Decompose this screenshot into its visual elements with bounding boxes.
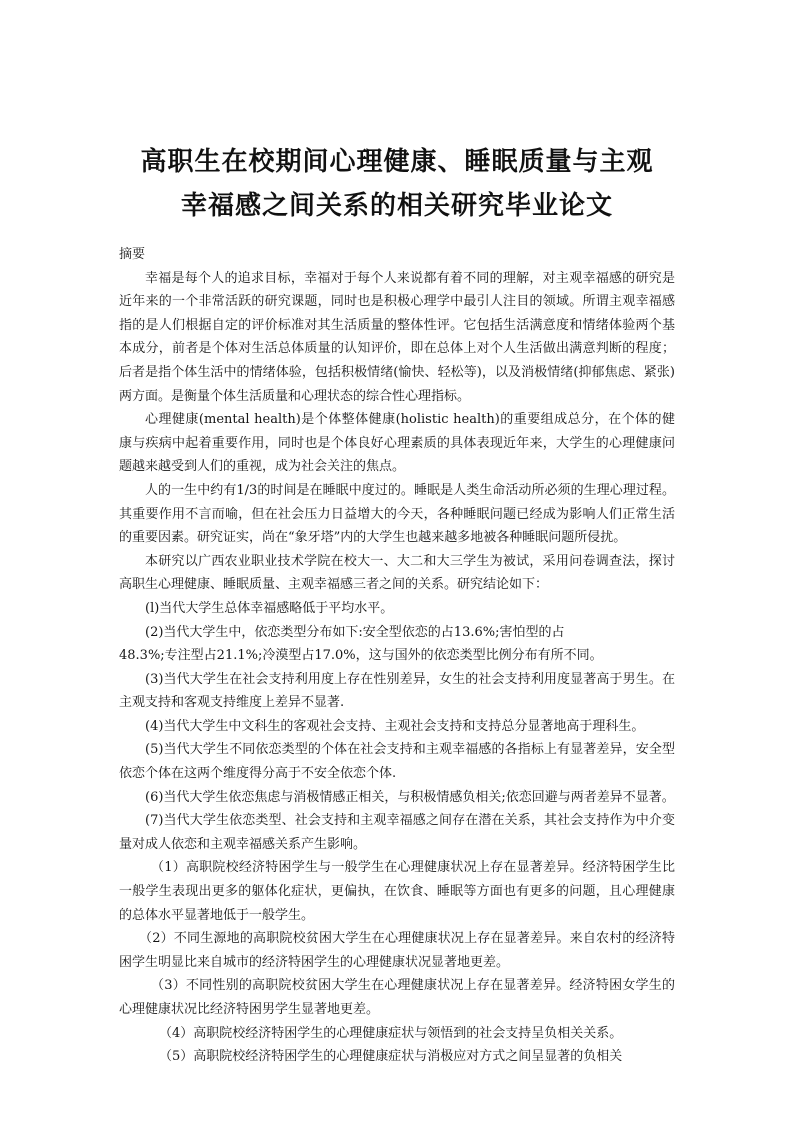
result-5: （5）高职院校经济特困学生的心理健康症状与消极应对方式之间呈显著的负相关 <box>159 1049 623 1065</box>
paragraph-1: 幸福是每个人的追求目标，幸福对于每个人来说都有着不同的理解，对主观幸福感的研究是近年来的一个非常活跃的研究课题，同时也是积极心理学中最引人注目的领域。所谓主观幸福感指的是人们根据自定的评价标准对其生活质量的整体性评。它包括生活满意度和情绪体验两个基本成分，前者是个体对生活总体质量的认知评价，即在总体上对个人生活做出满意判断的程度；后者是指个体生活中的情绪体验，包括积极情绪(愉快、轻松等)，以及消极情绪(抑郁焦虑、紧张)两方面。是衡量个体生活质量和心理状态的综合性心理指标。 <box>119 270 675 404</box>
finding-5: (5)当代大学生不同依恋类型的个体在社会支持和主观幸福感的各指标上有显著差异，安全型依恋个体在这两个维度得分高于不安全依恋个体. <box>119 742 675 782</box>
result-4: （4）高职院校经济特困学生的心理健康症状与领悟到的社会支持呈负相关关系。 <box>159 1025 623 1041</box>
paragraph-3: 人的一生中约有1/3的时间是在睡眠中度过的。睡眠是人类生命活动所必须的生理心理过程。其重要作用不言而喻，但在社会压力日益增大的今天，各种睡眠问题已经成为影响人们正常生活的重要因素。研究证实，尚在“象牙塔”内的大学生也越来越多地被各种睡眠问题所侵扰。 <box>119 482 675 546</box>
finding-6: (6)当代大学生依恋焦虑与消极情感正相关，与积极情感负相关;依恋回避与两者差异不显著。 <box>145 789 675 805</box>
finding-1: (l)当代大学生总体幸福感略低于平均水平。 <box>145 600 394 616</box>
result-3: （3）不同性别的高职院校贫困大学生在心理健康状况上存在显著差异。经济特困女学生的心理健康状况比经济特困男学生显著地更差。 <box>119 978 675 1017</box>
finding-2: (2)当代大学生中，依恋类型分布如下:安全型依恋的占13.6%;害怕型的占 <box>145 624 565 640</box>
paragraph-4: 本研究以广西农业职业技术学院在校大一、大二和大三学生为被试，采用问卷调查法，探讨高职生心理健康、睡眠质量、主观幸福感三者之间的关系。研究结论如下： <box>119 553 675 593</box>
abstract-heading: 摘要 <box>119 247 146 262</box>
finding-4: (4)当代大学生中文科生的客观社会支持、主观社会支持和支持总分显著地高于理科生。 <box>145 718 645 734</box>
title-line-1: 高职生在校期间心理健康、睡眠质量与主观 <box>140 147 654 177</box>
paragraph-2: 心理健康(mental health)是个体整体健康(holistic health)的重要组成总分，在个体的健康与疾病中起着重要作用，同时也是个体良好心理素质的具体表现近年来，大学生的心理健康问题越来越受到人们的重视，成为社会关注的焦点。 <box>119 412 675 475</box>
document-body <box>119 243 675 1069</box>
finding-7: (7)当代大学生依恋类型、社会支持和主观幸福感之间存在潜在关系，其社会支持作为中介变量对成人依恋和主观幸福感关系产生影响。 <box>119 813 675 852</box>
document-title <box>110 140 684 228</box>
result-2: （2）不同生源地的高职院校贫困大学生在心理健康状况上存在显著差异。来自农村的经济特困学生明显比来自城市的经济特困学生的心理健康状况显著地更差。 <box>119 931 675 970</box>
finding-3: (3)当代大学生在社会支持利用度上存在性别差异，女生的社会支持利用度显著高于男生。在主观支持和客观支持维度上差异不显著. <box>119 671 675 711</box>
result-1: （1）高职院校经济特困学生与一般学生在心理健康状况上存在显著差异。经济特困学生比一般学生表现出更多的躯体化症状，更偏执，在饮食、睡眠等方面也有更多的问题，且心理健康的总体水平显著地低于一般学生。 <box>119 860 675 923</box>
finding-2-continued: 48.3%;专注型占21.1%;冷漠型占17.0%，这与国外的依恋类型比例分布有所不同。 <box>119 648 603 664</box>
title-line-2: 幸福感之间关系的相关研究毕业论文 <box>180 191 613 221</box>
